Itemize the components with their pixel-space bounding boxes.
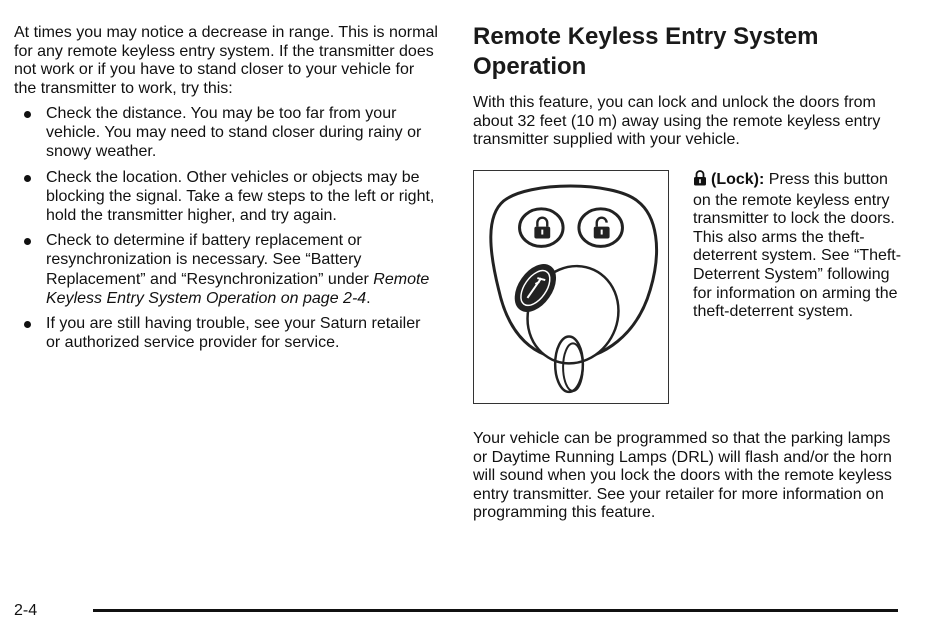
list-item-text-end: . [366, 289, 371, 307]
list-item [14, 104, 439, 162]
lock-text: Press this button on the remote keyless entry transmitter to lock the doors. This also arms the theft-deterrent system. See “Theft-Deterrent System” following for information on arming the theft-deterrent system. [693, 171, 902, 321]
troubleshooting-list [14, 104, 439, 352]
left-column [14, 24, 439, 358]
programming-paragraph: Your vehicle can be programmed so that the parking lamps or Daytime Running Lamps (DRL) will flash and/or the horn will sound when you lock the doors with the remote keyless entry transmitter. See your retailer for more information on programming this feature. [473, 430, 892, 521]
feature-intro-paragraph: With this feature, you can lock and unlock the doors from about 32 feet (10 m) away using the remote keyless entry transmitter supplied with your vehicle. [473, 94, 881, 148]
lock-description [693, 170, 908, 322]
transmitter-figure [473, 170, 669, 404]
footer-rule [93, 609, 898, 612]
bullet-icon [24, 111, 31, 118]
range-intro-paragraph: At times you may notice a decrease in range. This is normal for any remote keyless entry system. If the transmitter does not work or if you have to stand closer to your vehicle for the transmitter to work, try this: [14, 24, 438, 97]
list-item-text: Check the location. Other vehicles or objects may be blocking the signal. Take a few steps to the left or right, hold the transmitter higher, and try again. [46, 168, 435, 225]
bullet-icon [24, 321, 31, 328]
keyless-transmitter-illustration [474, 171, 668, 403]
right-column [473, 22, 913, 150]
bullet-icon [24, 175, 31, 182]
list-item [14, 314, 439, 352]
lock-label: (Lock): [711, 171, 765, 188]
list-item [14, 231, 439, 308]
bullet-icon [24, 238, 31, 245]
list-item [14, 168, 439, 226]
cross-reference-link[interactable]: Remote Keyless Entry System Operation on page 2-4 [46, 270, 430, 307]
page-number: 2-4 [14, 602, 38, 619]
list-item-text: Check the distance. You may be too far from your vehicle. You may need to stand closer during rainy or snowy weather. [46, 105, 422, 161]
list-item-text: If you are still having trouble, see your Saturn retailer or authorized service provider for service. [46, 315, 421, 352]
section-heading: Remote Keyless Entry System Operation [473, 23, 819, 80]
lock-icon [693, 170, 707, 192]
list-item-text: Check to determine if battery replacement or resynchronization is necessary. See “Battery Replacement” and “Resynchronization” under [46, 232, 374, 288]
